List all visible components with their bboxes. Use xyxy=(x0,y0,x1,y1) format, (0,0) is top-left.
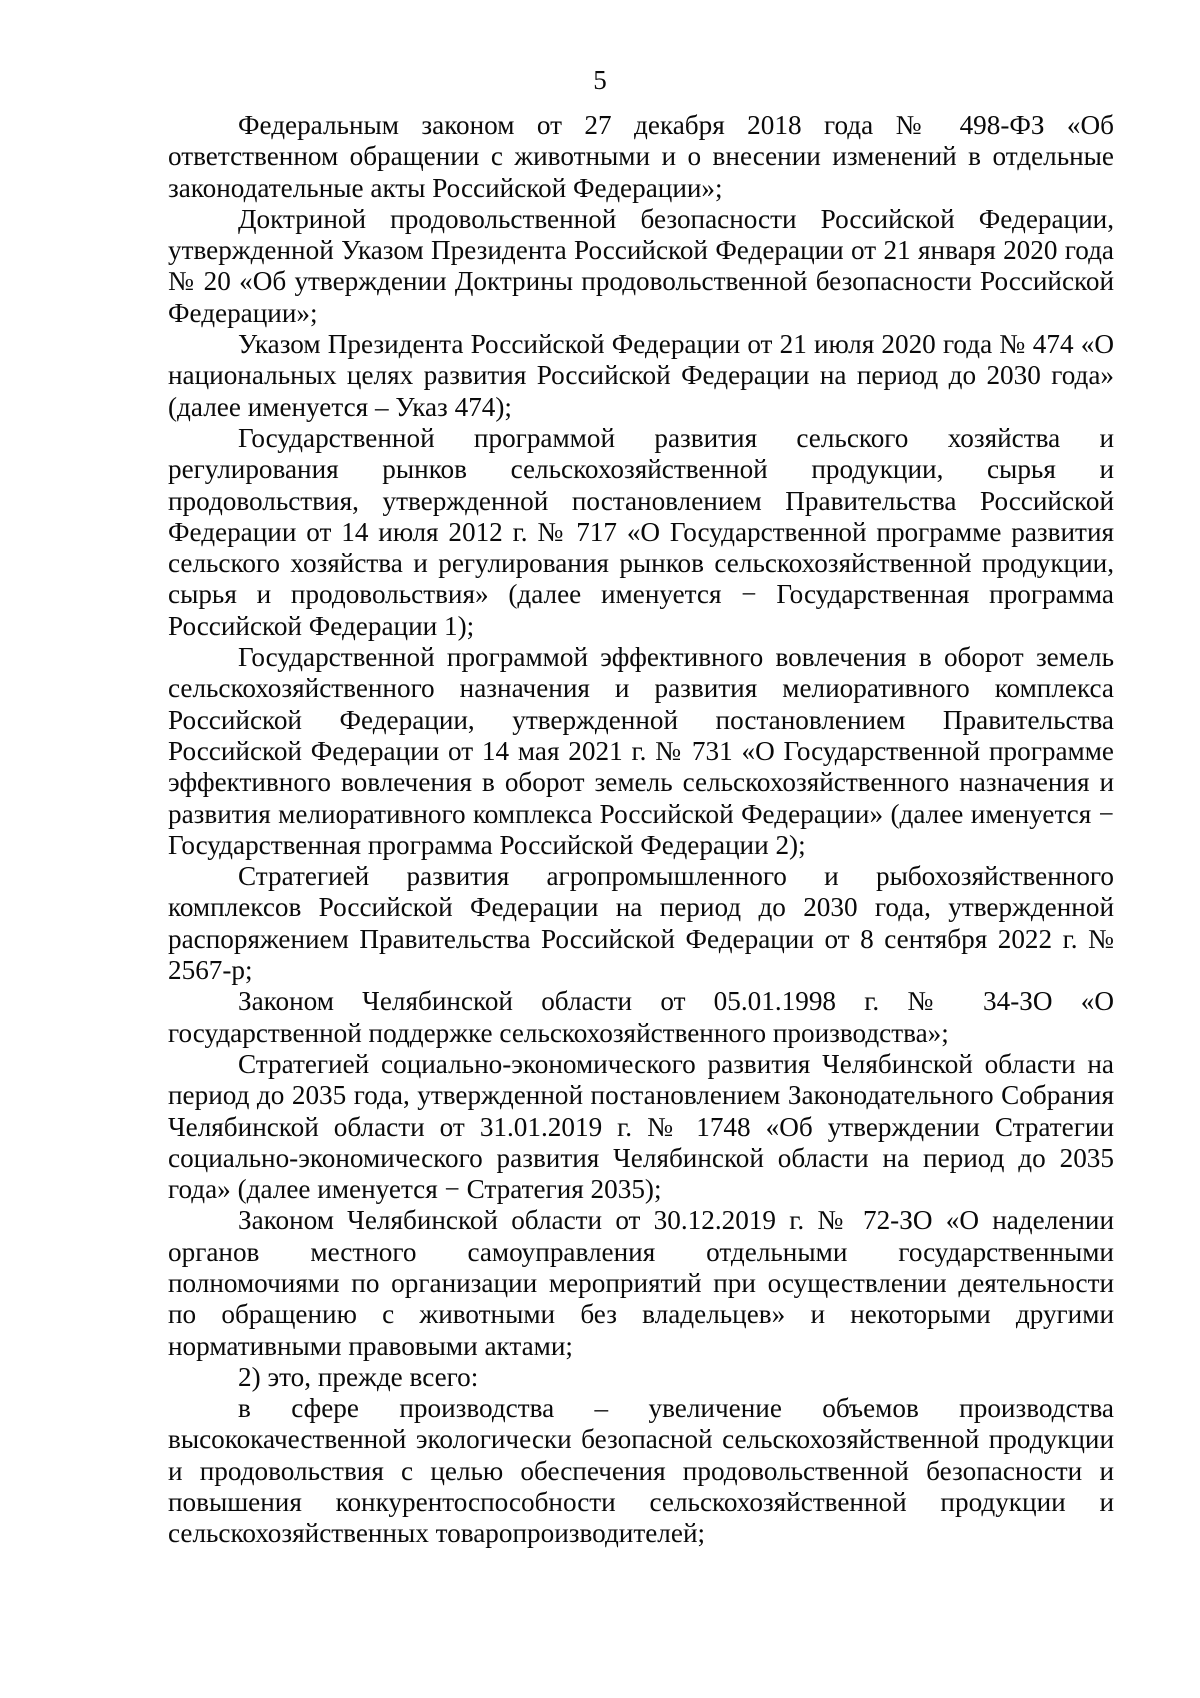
paragraph: Указом Президента Российской Федерации от 21 июля 2020 года № 474 «О национальных целях развития Российской Федерации на период до 2030 года» (далее именуется – Указ 474); xyxy=(168,329,1114,422)
paragraph: Законом Челябинской области от 30.12.2019 г. № 72-ЗО «О наделении органов местного самоуправления отдельными государственными полномочиями по организации мероприятий при осуществлении деятельности по обращению с животными без владельцев» и некоторыми другими нормативными правовыми актами; xyxy=(168,1205,1114,1361)
paragraph: Стратегией развития агропромышленного и рыбохозяйственного комплексов Российской Федерации на период до 2030 года, утвержденной распоряжением Правительства Российской Федерации от 8 сентября 2022 г. № 2567-р; xyxy=(168,861,1114,986)
paragraph: Государственной программой развития сельского хозяйства и регулирования рынков сельскохозяйственной продукции, сырья и продовольствия, утвержденной постановлением Правительства Российской Федерации от 14 июля 2012 г. № 717 «О Государственной программе развития сельского хозяйства и регулирования рынков сельскохозяйственной продукции, сырья и продовольствия» (далее именуется − Государственная программа Российской Федерации 1); xyxy=(168,422,1114,641)
document-body xyxy=(168,110,1114,1550)
paragraph: 2) это, прежде всего: xyxy=(238,1361,479,1392)
paragraph: Федеральным законом от 27 декабря 2018 года № 498-ФЗ «Об ответственном обращении с животными и о внесении изменений в отдельные законодательные акты Российской Федерации»; xyxy=(168,110,1114,203)
paragraph: Законом Челябинской области от 05.01.1998 г. № 34-ЗО «О государственной поддержке сельскохозяйственного производства»; xyxy=(168,986,1114,1048)
paragraph: Стратегией социально-экономического развития Челябинской области на период до 2035 года, утвержденной постановлением Законодательного Собрания Челябинской области от 31.01.2019 г. № 1748 «Об утверждении Стратегии социально-экономического развития Челябинской области на период до 2035 года» (далее именуется − Стратегия 2035); xyxy=(168,1048,1114,1205)
paragraph: Доктриной продовольственной безопасности Российской Федерации, утвержденной Указом Президента Российской Федерации от 21 января 2020 года № 20 «Об утверждении Доктрины продовольственной безопасности Российской Федерации»; xyxy=(168,203,1114,328)
page-number: 5 xyxy=(593,65,607,95)
paragraph: в сфере производства – увеличение объемов производства высококачественной экологически безопасной сельскохозяйственной продукции и продовольствия с целью обеспечения продовольственной безопасности и повышения конкурентоспособности сельскохозяйственной продукции и сельскохозяйственных товаропроизводителей; xyxy=(168,1393,1114,1549)
paragraph: Государственной программой эффективного вовлечения в оборот земель сельскохозяйственного назначения и развития мелиоративного комплекса Российской Федерации, утвержденной постановлением Правительства Российской Федерации от 14 мая 2021 г. № 731 «О Государственной программе эффективного вовлечения в оборот земель сельскохозяйственного назначения и развития мелиоративного комплекса Российской Федерации» (далее именуется − Государственная программа Российской Федерации 2); xyxy=(168,642,1114,860)
